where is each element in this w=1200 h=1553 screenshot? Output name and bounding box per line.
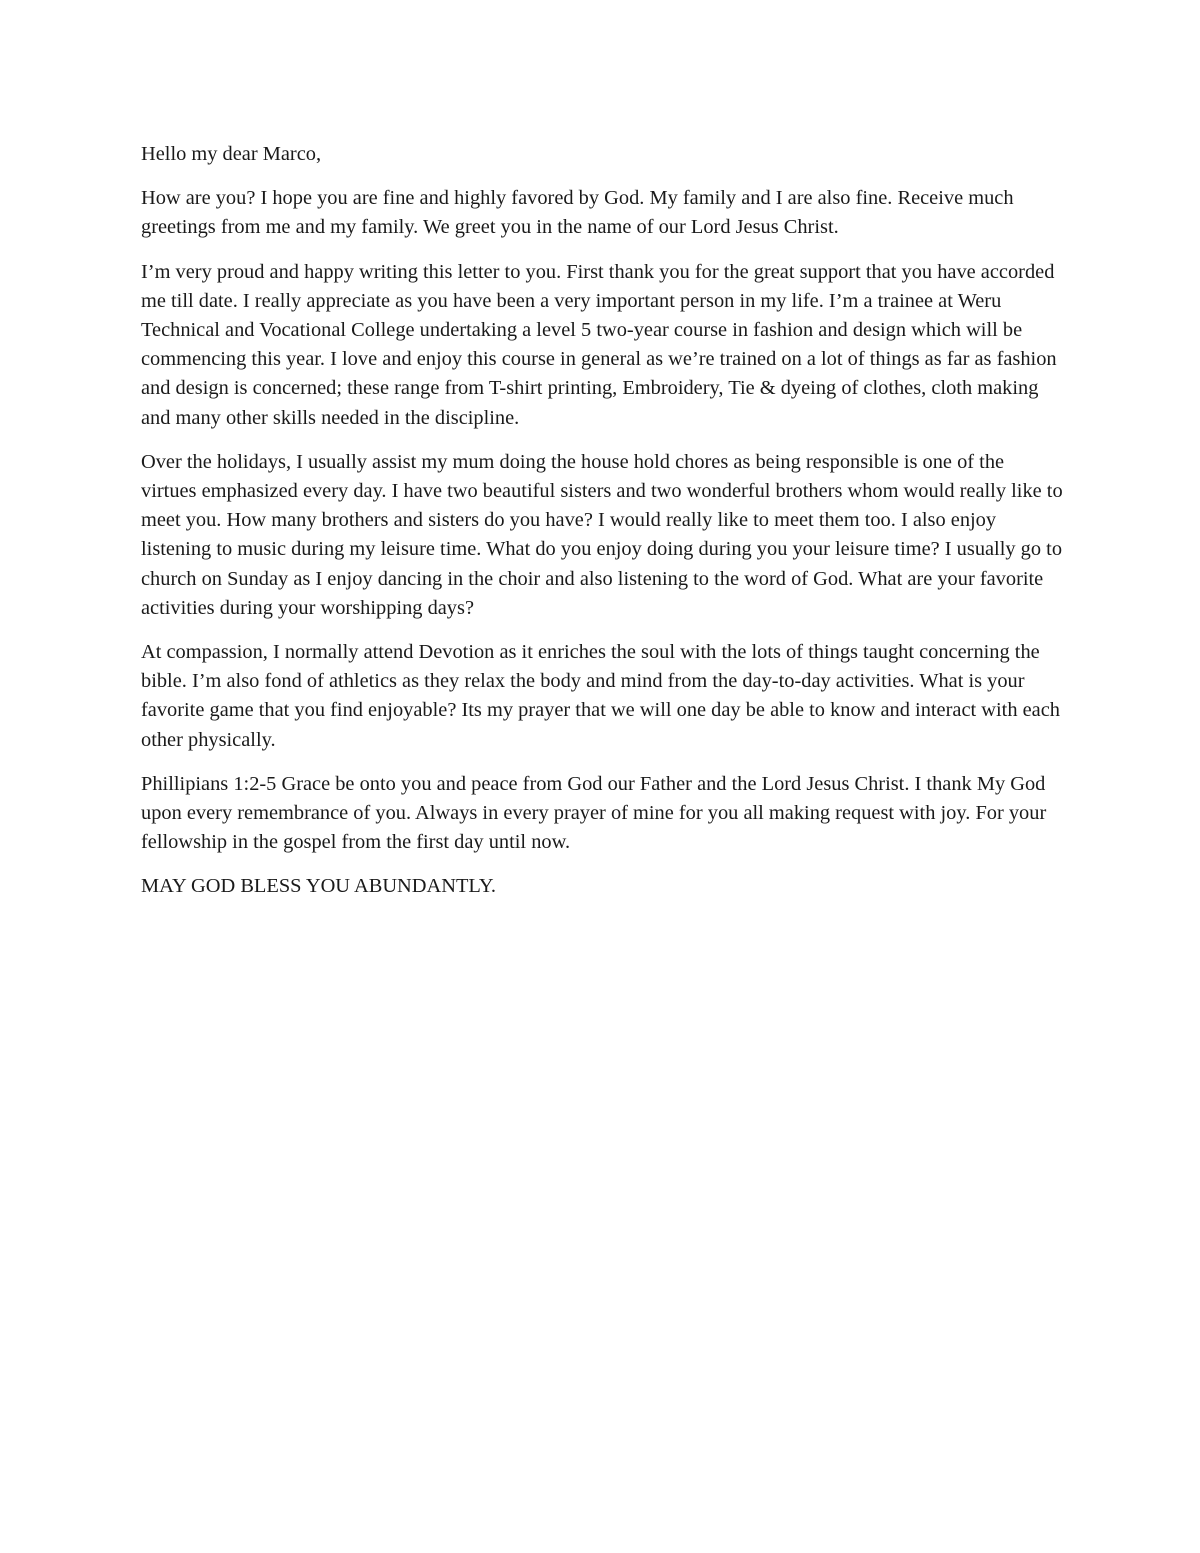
- letter-greeting: Hello my dear Marco,: [141, 143, 322, 165]
- letter-paragraph-wellbeing: How are you? I hope you are fine and highly favored by God. My family and I are also fine. Receive much greetings from me and my family. We greet you in the name of our Lord Jesus Christ.: [141, 187, 1014, 239]
- letter-paragraph-scripture: Phillipians 1:2-5 Grace be onto you and peace from God our Father and the Lord Jesus Christ. I thank My God upon every remembrance of you. Always in every prayer of mine for you all making request with joy. For your fellowship in the gospel from the first day until now.: [141, 772, 1047, 854]
- letter-paragraph-compassion: At compassion, I normally attend Devotion as it enriches the soul with the lots of things taught concerning the bible. I’m also fond of athletics as they relax the body and mind from the day-to-day activities. What is your favorite game that you find enjoyable? Its my prayer that we will one day be able to know and interact with each other physically.: [141, 641, 1060, 751]
- letter-closing: MAY GOD BLESS YOU ABUNDANTLY.: [141, 875, 497, 898]
- letter-paragraph-holidays: Over the holidays, I usually assist my mum doing the house hold chores as being responsible is one of the virtues emphasized every day. I have two beautiful sisters and two wonderful brothers whom would really like to meet you. How many brothers and sisters do you have? I would really like to meet them too. I also enjoy listening to music during my leisure time. What do you enjoy doing during you your leisure time? I usually go to church on Sunday as I enjoy dancing in the choir and also listening to the word of God. What are your favorite activities during your worshipping days?: [141, 450, 1063, 619]
- letter-paragraph-course: I’m very proud and happy writing this letter to you. First thank you for the great support that you have accorded me till date. I really appreciate as you have been a very important person in my life. I’m a trainee at Weru Technical and Vocational College undertaking a level 5 two-year course in fashion and design which will be commencing this year. I love and enjoy this course in general as we’re trained on a lot of things as far as fashion and design is concerned; these range from T-shirt printing, Embroidery, Tie & dyeing of clothes, cloth making and many other skills needed in the discipline.: [141, 260, 1057, 429]
- letter-body: [141, 140, 1063, 917]
